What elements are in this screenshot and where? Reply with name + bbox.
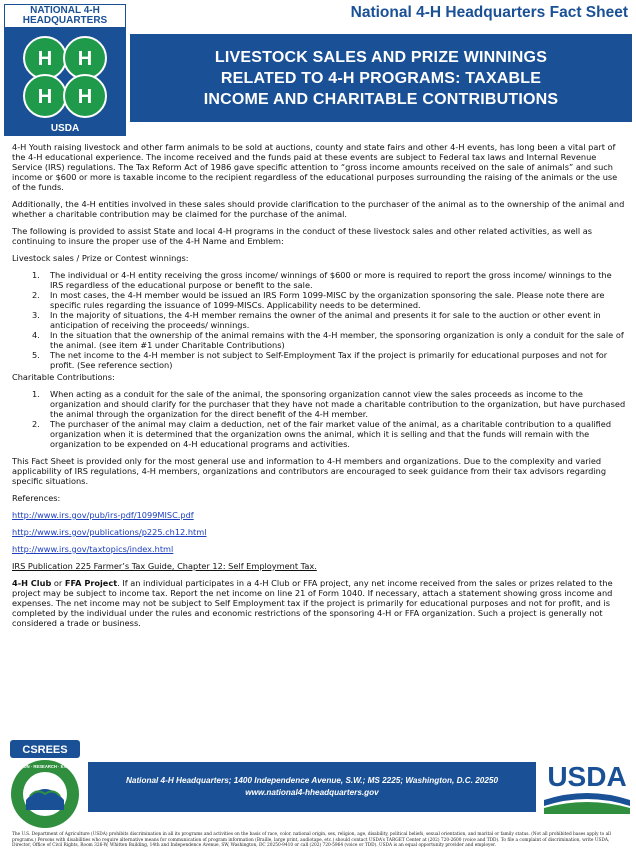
- list-item: 5. The net income to the 4-H member is not subject to Self-Employment Tax if the project is primarily for educational purposes and not for profit. (See reference section): [32, 350, 608, 370]
- footer-address: National 4-H Headquarters; 1400 Independence Avenue, S.W.; MS 2225; Washington, D.C. 20250: [125, 776, 499, 785]
- charitable-list: [12, 389, 626, 449]
- list-item: 2. In most cases, the 4-H member would be issued an IRS Form 1099-MISC by the organization sponsoring the sale. Please note there are specific rules regarding the issuance of 1099-MISCs. Applicability needs to be determined.: [32, 290, 605, 310]
- livestock-section-label: Livestock sales / Prize or Contest winnings:: [12, 253, 189, 263]
- list-item: 1. The individual or 4-H entity receiving the gross income/ winnings of $600 or more is required to report the gross income/ winnings to the IRS regardless of the educational purpose or benefit to the sale.: [32, 270, 612, 290]
- title-banner: [130, 34, 632, 122]
- logo-usda-tag: USDA: [50, 123, 80, 134]
- intro-paragraph: The following is provided to assist State and local 4-H programs in the conduct of these livestock sales and other related activities, as well as continuing to insure the proper use of the 4-H Name and Emblem:: [12, 226, 593, 246]
- svg-text:H: H: [77, 48, 93, 70]
- page-header: [0, 0, 636, 136]
- page-footer: [0, 738, 636, 830]
- footer-website[interactable]: www.national4-hheadquarters.gov: [245, 788, 379, 797]
- intro-paragraph: Additionally, the 4-H entities involved in these sales should provide clarification to the purchaser of the animal as to the ownership of the animal and whether a charitable contribution may be claimed for the purchase of the animal.: [12, 199, 625, 219]
- reference-link-p225[interactable]: http://www.irs.gov/publications/p225.ch12.html: [12, 527, 207, 537]
- references-label: References:: [12, 493, 61, 503]
- bold-lead: FFA Project: [64, 578, 118, 588]
- bold-lead: 4-H Club: [12, 578, 52, 588]
- 4h-logo: [4, 4, 126, 136]
- csrees-ring-text: EDUCATION · RESEARCH · EXTENSION: [5, 764, 85, 769]
- svg-text:H: H: [37, 48, 53, 70]
- usda-logo-icon: [540, 756, 634, 816]
- logo-line2: HEADQUARTERS: [22, 15, 108, 26]
- title-line: INCOME AND CHARITABLE CONTRIBUTIONS: [203, 90, 559, 108]
- irs-publication-heading: IRS Publication 225 Farmer’s Tax Guide, Chapter 12: Self Employment Tax.: [12, 561, 317, 571]
- list-item: 3. In the majority of situations, the 4-H member remains the owner of the animal and presents it for sale to the auction or other event in anticipation of receiving the proceeds/ winnings.: [32, 310, 601, 330]
- reference-link-taxtopics[interactable]: http://www.irs.gov/taxtopics/index.html: [12, 544, 174, 554]
- svg-text:H: H: [37, 86, 53, 108]
- logo-line1: NATIONAL 4-H: [30, 5, 100, 16]
- logo-wordmark: [4, 4, 126, 28]
- irs-publication-paragraph: 4-H Club or FFA Project. If an individual participates in a 4-H Club or FFA project, any net income received from the sales or prizes related to the project may be subject to income tax. Report the net income on line 21 of Form 1040. If necessary, attach a statement showing gross income and expenses. The net income may not be subject to Self Employment tax if the project is primarily for educational purposes and not for profit, and is completed by the individual under the rules and economic restrictions of the sponsoring 4-H or FFA organization. Such a project is generally not considered a trade or business.: [12, 578, 613, 628]
- list-item: 4. In the situation that the ownership of the animal remains with the 4-H member, the sponsoring organization is only a conduit for the sale of the animal. (see item #1 under Charitable Contributions): [32, 330, 624, 350]
- footer-address-banner: [88, 762, 536, 812]
- title-line: LIVESTOCK SALES AND PRIZE WINNINGS: [214, 48, 548, 66]
- reference-link-1099misc[interactable]: http://www.irs.gov/pub/irs-pdf/1099MISC.pdf: [12, 510, 194, 520]
- csrees-logo-icon: [4, 738, 86, 830]
- closing-paragraph: This Fact Sheet is provided only for the most general use and information to 4-H members and organizations. Due to the complexity and varied applicability of IRS regulations, 4-H members, organizations and contributors are encouraged to seek guidance from their tax advisors regarding specific situations.: [12, 456, 607, 486]
- svg-text:H: H: [77, 86, 93, 108]
- fact-sheet-label: National 4-H Headquarters Fact Sheet: [350, 4, 628, 21]
- fact-sheet-body: [12, 142, 626, 635]
- list-item: 1. When acting as a conduit for the sale of the animal, the sponsoring organization cannot view the sales proceeds as income to the organization and should clarify for the purchaser that they have not made a charitable contribution to the organization, but have purchased the animal through the organization for the direct benefit of the 4-H member.: [32, 389, 626, 419]
- title-line: RELATED TO 4-H PROGRAMS: TAXABLE: [220, 69, 542, 87]
- page-title: [204, 47, 559, 110]
- nondiscrimination-disclaimer: The U.S. Department of Agriculture (USDA) prohibits discrimination in all its programs and activities on the basis of race, color, national origin, sex, religion, age, disability, political beliefs, sexual orientation, and marital or family status. (Not all prohibited bases apply to all programs.) Persons with disabilities who require alternative means for communication of program information (Braille, large print, audiotape, etc.) should contact USDA’s TARGET Center at (202) 720-2600 (voice and TDD). To file a complaint of discrimination, write USDA, Director, Office of Civil Rights, Room 326-W, Whitten Building, 14th and Independence Avenue, SW, Washington, DC 20250-9410 or call (202) 720-5964 (voice or TDD). USDA is an equal opportunity provider and employer.: [12, 832, 611, 849]
- list-item: 2. The purchaser of the animal may claim a deduction, net of the fair market value of the animal, as a charitable contribution to a qualified organization when it is determined that the organization owns the animal, which it is selling and that the funds will remain with the organization to be expended on 4-H educational programs and activities.: [32, 419, 612, 449]
- usda-label: USDA: [547, 761, 627, 792]
- 4h-clover-icon: [12, 34, 118, 120]
- intro-paragraph: 4-H Youth raising livestock and other farm animals to be sold at auctions, county and state fairs and other 4-H events, has long been a vital part of the 4-H educational experience. The income received and the funds paid at these events are subject to Federal tax laws and Internal Revenue Service (IRS) regulations. The Tax Reform Act of 1986 gave specific attention to “gross income amounts received on the sale of animals” and such income or $600 or more is taxable income to the recipient regardless of the educational purposes surrounding the raising of the animals or the use of the funds.: [12, 142, 618, 192]
- charitable-section-label: Charitable Contributions:: [12, 372, 115, 382]
- livestock-list: [12, 270, 626, 370]
- csrees-label: CSREES: [22, 744, 68, 756]
